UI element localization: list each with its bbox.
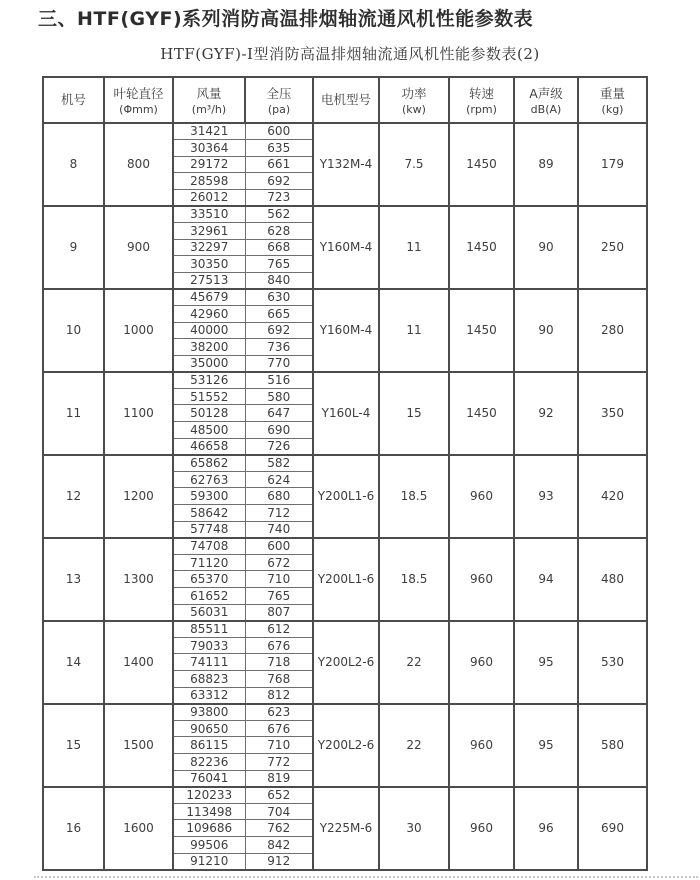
table-header xyxy=(43,77,647,123)
impeller-diameter-cell: 800 xyxy=(104,123,173,206)
air-flow-cell: 48500 xyxy=(173,422,245,439)
speed-cell: 960 xyxy=(449,704,514,787)
pressure-cell: 562 xyxy=(245,206,313,223)
air-flow-cell: 65370 xyxy=(173,571,245,588)
motor-model-cell: Y132M-4 xyxy=(313,123,379,206)
pressure-cell: 580 xyxy=(245,388,313,405)
pressure-cell: 770 xyxy=(245,355,313,372)
table-row xyxy=(43,538,647,555)
weight-cell: 280 xyxy=(578,289,647,372)
air-flow-cell: 91210 xyxy=(173,853,245,870)
motor-model-cell: Y160M-4 xyxy=(313,289,379,372)
power-cell: 7.5 xyxy=(379,123,449,206)
pressure-cell: 600 xyxy=(245,123,313,140)
noise-level-cell: 90 xyxy=(514,206,578,289)
weight-cell: 250 xyxy=(578,206,647,289)
col-header-label: 重量 xyxy=(599,85,625,101)
noise-level-cell: 95 xyxy=(514,704,578,787)
noise-level-cell: 92 xyxy=(514,372,578,455)
noise-level-cell: 90 xyxy=(514,289,578,372)
model-no-cell: 14 xyxy=(43,621,104,704)
col-header-motor-model xyxy=(313,77,379,123)
col-header-label: 转速 xyxy=(468,85,494,101)
speed-cell: 1450 xyxy=(449,289,514,372)
speed-cell: 960 xyxy=(449,787,514,870)
model-no-cell: 8 xyxy=(43,123,104,206)
pressure-cell: 710 xyxy=(245,737,313,754)
power-cell: 30 xyxy=(379,787,449,870)
col-header-unit: (kg) xyxy=(601,102,624,116)
pressure-cell: 772 xyxy=(245,753,313,770)
table-body xyxy=(43,123,647,870)
pressure-cell: 628 xyxy=(245,222,313,239)
table-row xyxy=(43,206,647,223)
pressure-cell: 635 xyxy=(245,139,313,156)
model-no-cell: 13 xyxy=(43,538,104,621)
air-flow-cell: 59300 xyxy=(173,488,245,505)
speed-cell: 1450 xyxy=(449,206,514,289)
impeller-diameter-cell: 1400 xyxy=(104,621,173,704)
power-cell: 18.5 xyxy=(379,538,449,621)
pressure-cell: 704 xyxy=(245,803,313,820)
impeller-diameter-cell: 1000 xyxy=(104,289,173,372)
air-flow-cell: 28598 xyxy=(173,173,245,190)
air-flow-cell: 40000 xyxy=(173,322,245,339)
col-header-unit: (kw) xyxy=(402,102,426,116)
air-flow-cell: 109686 xyxy=(173,820,245,837)
pressure-cell: 726 xyxy=(245,438,313,455)
col-header-label: 风量 xyxy=(196,85,222,101)
col-header-speed xyxy=(449,77,514,123)
speed-cell: 960 xyxy=(449,621,514,704)
weight-cell: 480 xyxy=(578,538,647,621)
table-row xyxy=(43,455,647,472)
model-no-cell: 15 xyxy=(43,704,104,787)
header-row xyxy=(43,77,647,123)
air-flow-cell: 30364 xyxy=(173,139,245,156)
air-flow-cell: 31421 xyxy=(173,123,245,140)
air-flow-cell: 99506 xyxy=(173,836,245,853)
pressure-cell: 765 xyxy=(245,588,313,605)
pressure-cell: 623 xyxy=(245,704,313,721)
weight-cell: 530 xyxy=(578,621,647,704)
col-header-label: 叶轮直径 xyxy=(113,85,164,101)
air-flow-cell: 61652 xyxy=(173,588,245,605)
model-no-cell: 11 xyxy=(43,372,104,455)
pressure-cell: 647 xyxy=(245,405,313,422)
air-flow-cell: 32961 xyxy=(173,222,245,239)
air-flow-cell: 58642 xyxy=(173,505,245,522)
table-row xyxy=(43,621,647,638)
model-no-cell: 12 xyxy=(43,455,104,538)
air-flow-cell: 74111 xyxy=(173,654,245,671)
motor-model-cell: Y160L-4 xyxy=(313,372,379,455)
pressure-cell: 612 xyxy=(245,621,313,638)
pressure-cell: 582 xyxy=(245,455,313,472)
air-flow-cell: 68823 xyxy=(173,670,245,687)
pressure-cell: 712 xyxy=(245,505,313,522)
page-edge-line xyxy=(34,876,698,878)
pressure-cell: 819 xyxy=(245,770,313,787)
motor-model-cell: Y200L2-6 xyxy=(313,704,379,787)
power-cell: 11 xyxy=(379,289,449,372)
air-flow-cell: 63312 xyxy=(173,687,245,704)
model-no-cell: 9 xyxy=(43,206,104,289)
model-no-cell: 16 xyxy=(43,787,104,870)
col-header-model-no xyxy=(43,77,104,123)
col-header-impeller-diameter xyxy=(104,77,173,123)
air-flow-cell: 30350 xyxy=(173,256,245,273)
table-row xyxy=(43,123,647,140)
pressure-cell: 661 xyxy=(245,156,313,173)
pressure-cell: 668 xyxy=(245,239,313,256)
impeller-diameter-cell: 900 xyxy=(104,206,173,289)
air-flow-cell: 45679 xyxy=(173,289,245,306)
fan-parameters-table xyxy=(42,76,648,871)
motor-model-cell: Y200L1-6 xyxy=(313,538,379,621)
pressure-cell: 723 xyxy=(245,189,313,206)
noise-level-cell: 93 xyxy=(514,455,578,538)
power-cell: 18.5 xyxy=(379,455,449,538)
table-row xyxy=(43,787,647,804)
impeller-diameter-cell: 1100 xyxy=(104,372,173,455)
impeller-diameter-cell: 1600 xyxy=(104,787,173,870)
motor-model-cell: Y225M-6 xyxy=(313,787,379,870)
air-flow-cell: 71120 xyxy=(173,554,245,571)
model-no-cell: 10 xyxy=(43,289,104,372)
noise-level-cell: 94 xyxy=(514,538,578,621)
col-header-air-flow xyxy=(173,77,245,123)
pressure-cell: 692 xyxy=(245,173,313,190)
weight-cell: 350 xyxy=(578,372,647,455)
air-flow-cell: 53126 xyxy=(173,372,245,389)
air-flow-cell: 120233 xyxy=(173,787,245,804)
col-header-label: 机号 xyxy=(60,92,86,108)
speed-cell: 1450 xyxy=(449,372,514,455)
pressure-cell: 652 xyxy=(245,787,313,804)
air-flow-cell: 82236 xyxy=(173,753,245,770)
table-row xyxy=(43,372,647,389)
col-header-unit: (Φmm) xyxy=(119,102,158,116)
weight-cell: 580 xyxy=(578,704,647,787)
power-cell: 11 xyxy=(379,206,449,289)
air-flow-cell: 113498 xyxy=(173,803,245,820)
weight-cell: 420 xyxy=(578,455,647,538)
air-flow-cell: 32297 xyxy=(173,239,245,256)
pressure-cell: 624 xyxy=(245,471,313,488)
pressure-cell: 840 xyxy=(245,272,313,289)
weight-cell: 179 xyxy=(578,123,647,206)
pressure-cell: 665 xyxy=(245,305,313,322)
pressure-cell: 740 xyxy=(245,521,313,538)
pressure-cell: 842 xyxy=(245,836,313,853)
power-cell: 22 xyxy=(379,704,449,787)
pressure-cell: 676 xyxy=(245,720,313,737)
power-cell: 15 xyxy=(379,372,449,455)
col-header-unit: (pa) xyxy=(267,102,291,116)
air-flow-cell: 35000 xyxy=(173,355,245,372)
col-header-weight xyxy=(578,77,647,123)
col-header-label: 全压 xyxy=(266,85,292,101)
table-row xyxy=(43,289,647,306)
col-header-label: 功率 xyxy=(401,85,427,101)
pressure-cell: 630 xyxy=(245,289,313,306)
noise-level-cell: 96 xyxy=(514,787,578,870)
air-flow-cell: 76041 xyxy=(173,770,245,787)
col-header-noise-level xyxy=(514,77,578,123)
air-flow-cell: 46658 xyxy=(173,438,245,455)
air-flow-cell: 79033 xyxy=(173,637,245,654)
pressure-cell: 768 xyxy=(245,670,313,687)
pressure-cell: 672 xyxy=(245,554,313,571)
air-flow-cell: 26012 xyxy=(173,189,245,206)
impeller-diameter-cell: 1200 xyxy=(104,455,173,538)
air-flow-cell: 62763 xyxy=(173,471,245,488)
col-header-label: A声级 xyxy=(529,85,563,101)
pressure-cell: 690 xyxy=(245,422,313,439)
pressure-cell: 516 xyxy=(245,372,313,389)
pressure-cell: 807 xyxy=(245,604,313,621)
motor-model-cell: Y200L1-6 xyxy=(313,455,379,538)
pressure-cell: 762 xyxy=(245,820,313,837)
col-header-label: 电机型号 xyxy=(320,92,371,108)
motor-model-cell: Y200L2-6 xyxy=(313,621,379,704)
col-header-unit: (rpm) xyxy=(466,102,497,116)
pressure-cell: 765 xyxy=(245,256,313,273)
air-flow-cell: 86115 xyxy=(173,737,245,754)
pressure-cell: 718 xyxy=(245,654,313,671)
impeller-diameter-cell: 1300 xyxy=(104,538,173,621)
air-flow-cell: 27513 xyxy=(173,272,245,289)
noise-level-cell: 95 xyxy=(514,621,578,704)
power-cell: 22 xyxy=(379,621,449,704)
weight-cell: 690 xyxy=(578,787,647,870)
speed-cell: 960 xyxy=(449,538,514,621)
motor-model-cell: Y160M-4 xyxy=(313,206,379,289)
pressure-cell: 600 xyxy=(245,538,313,555)
impeller-diameter-cell: 1500 xyxy=(104,704,173,787)
air-flow-cell: 90650 xyxy=(173,720,245,737)
air-flow-cell: 42960 xyxy=(173,305,245,322)
air-flow-cell: 65862 xyxy=(173,455,245,472)
pressure-cell: 912 xyxy=(245,853,313,870)
air-flow-cell: 74708 xyxy=(173,538,245,555)
air-flow-cell: 85511 xyxy=(173,621,245,638)
pressure-cell: 710 xyxy=(245,571,313,588)
col-header-unit: (m³/h) xyxy=(191,102,227,116)
air-flow-cell: 57748 xyxy=(173,521,245,538)
air-flow-cell: 29172 xyxy=(173,156,245,173)
air-flow-cell: 33510 xyxy=(173,206,245,223)
page-title: 三、HTF(GYF)系列消防高温排烟轴流通风机性能参数表 xyxy=(38,8,534,30)
speed-cell: 1450 xyxy=(449,123,514,206)
speed-cell: 960 xyxy=(449,455,514,538)
table-row xyxy=(43,704,647,721)
pressure-cell: 680 xyxy=(245,488,313,505)
col-header-power xyxy=(379,77,449,123)
air-flow-cell: 38200 xyxy=(173,339,245,356)
table-subtitle: HTF(GYF)-I型消防高温排烟轴流通风机性能参数表(2) xyxy=(160,44,540,63)
pressure-cell: 736 xyxy=(245,339,313,356)
noise-level-cell: 89 xyxy=(514,123,578,206)
pressure-cell: 812 xyxy=(245,687,313,704)
air-flow-cell: 51552 xyxy=(173,388,245,405)
col-header-pressure xyxy=(245,77,313,123)
air-flow-cell: 93800 xyxy=(173,704,245,721)
air-flow-cell: 50128 xyxy=(173,405,245,422)
col-header-unit: dB(A) xyxy=(530,102,562,116)
pressure-cell: 676 xyxy=(245,637,313,654)
air-flow-cell: 56031 xyxy=(173,604,245,621)
pressure-cell: 692 xyxy=(245,322,313,339)
